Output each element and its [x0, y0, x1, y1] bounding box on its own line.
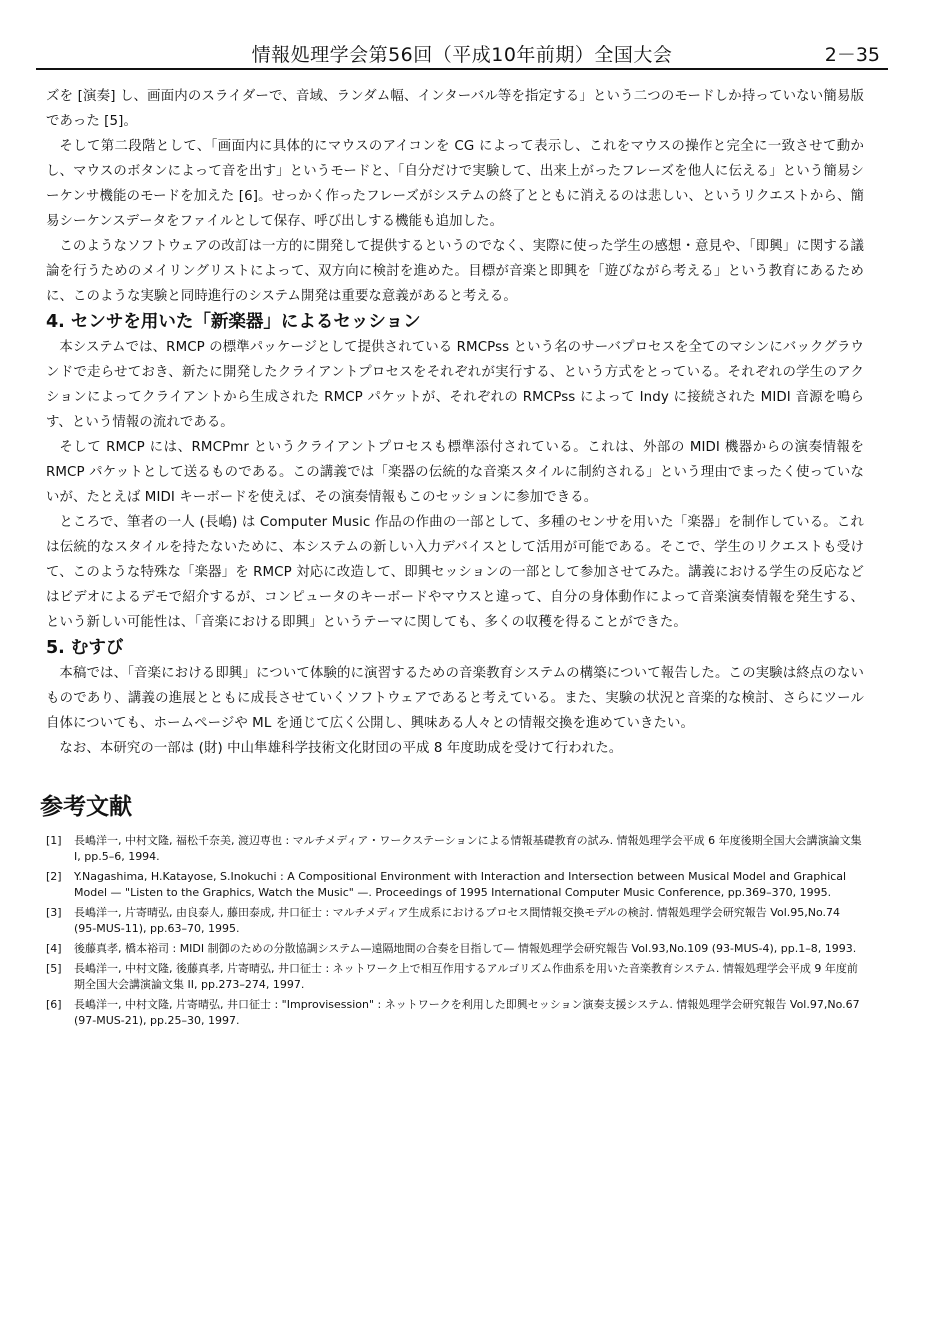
reference-item — [46, 941, 864, 957]
section-4-paragraph-2: そして RMCP には、RMCPmr というクライアントプロセスも標準添付されている。これは、外部の MIDI 機器からの演奏情報を RMCP パケットとして送るものである。この講義では「楽器の伝統的な音楽スタイルに制約される」という理由でまったく使っていないが、たとえば MIDI キーボードを使えば、その演奏情報もこのセッションに参加できる。 — [46, 440, 864, 505]
section-4-paragraph-1: 本システムでは、RMCP の標準パッケージとして提供されている RMCPss という名のサーバプロセスを全てのマシンにバックグラウンドで走らせておき、新たに開発したクライアントプロセスをそれぞれが実行する、という方式をとっている。それぞれの学生のアクションによってクライアントから生成された RMCP パケットが、それぞれの RMCPss によって Indy に接続された MIDI 音源を鳴らす、という情報の流れである。 — [46, 340, 864, 430]
references-heading: 参考文献 — [40, 794, 132, 820]
section-4-paragraph-3: ところで、筆者の一人 (長嶋) は Computer Music 作品の作曲の一部として、多種のセンサを用いた「楽器」を制作している。これは伝統的なスタイルを持たないために、本システムの新しい入力デバイスとして活用が可能である。そこで、学生のリクエストも受けて、このような特殊な「楽器」を RMCP 対応に改造して、即興セッションの一部として参加させてみた。講義における学生の反応などはビデオによるデモで紹介するが、コンピュータのキーボードやマウスと違って、自分の身体動作によって音楽演奏情報を発生する、という新しい可能性は、「音楽における即興」というテーマに関しても、多くの収穫を得ることができた。 — [46, 515, 864, 630]
reference-text: 長嶋洋一, 中村文隆, 福松千奈美, 渡辺専也 : マルチメディア・ワークステーションによる情報基礎教育の試み. 情報処理学会平成 6 年度後期全国大会講演論文集 I, pp.5–6, 1994. — [74, 834, 862, 863]
page-body — [40, 84, 864, 1033]
intro-paragraph-1: ズを [演奏] し、画面内のスライダーで、音域、ランダム幅、インターバル等を指定する」という二つのモードしか持っていない簡易版であった [5]。 — [46, 89, 864, 129]
conference-title: 情報処理学会第56回（平成10年前期）全国大会 — [251, 44, 673, 66]
section-4-heading: 4. センサを用いた「新楽器」によるセッション — [46, 312, 421, 332]
reference-number: [5] — [46, 962, 62, 975]
reference-list — [46, 833, 864, 1029]
section-5-heading: 5. むすび — [46, 638, 124, 658]
section-5-paragraph-2: なお、本研究の一部は (財) 中山隼雄科学技術文化財団の平成 8 年度助成を受けて行われた。 — [59, 741, 623, 756]
reference-item — [46, 997, 864, 1029]
reference-number: [4] — [46, 942, 62, 955]
reference-text: Y.Nagashima, H.Katayose, S.Inokuchi : A Compositional Environment with Interaction and Intersection between Musical Model and Graphical Model — "Listen to the Graphics, Watch the Music" —. Proceedings of 1995 International Computer Music Conference, pp.369–370, 1995. — [74, 870, 847, 899]
intro-paragraph-3: このようなソフトウェアの改訂は一方的に開発して提供するというのでなく、実際に使った学生の感想・意見や、「即興」に関する議論を行うためのメイリングリストによって、双方向に検討を進めた。目標が音楽と即興を「遊びながら考える」という教育にあるために、このような実験と同時進行のシステム開発は重要な意義があると考える。 — [46, 239, 864, 304]
reference-item — [46, 869, 864, 901]
reference-number: [6] — [46, 998, 62, 1011]
reference-text: 長嶋洋一, 中村文隆, 片寄晴弘, 井口征士 : "Improvisession" : ネットワークを利用した即興セッション演奏支援システム. 情報処理学会研究報告 Vol.97,No.67 (97-MUS-21), pp.25–30, 1997. — [74, 998, 860, 1027]
reference-item — [46, 833, 864, 865]
page-header — [36, 38, 888, 70]
reference-text: 長嶋洋一, 中村文隆, 後藤真孝, 片寄晴弘, 井口征士 : ネットワーク上で相互作用するアルゴリズム作曲系を用いた音楽教育システム. 情報処理学会平成 9 年度前期全国大会講演論文集 II, pp.273–274, 1997. — [74, 962, 858, 991]
reference-item — [46, 961, 864, 993]
reference-text: 長嶋洋一, 片寄晴弘, 由良泰人, 藤田泰成, 井口征士 : マルチメディア生成系におけるプロセス間情報交換モデルの検討. 情報処理学会研究報告 Vol.95,No.74 (95-MUS-11), pp.63–70, 1995. — [74, 906, 840, 935]
reference-number: [2] — [46, 870, 62, 883]
reference-item — [46, 905, 864, 937]
page-number: 2－35 — [824, 44, 880, 66]
intro-paragraph-2: そして第二段階として、「画面内に具体的にマウスのアイコンを CG によって表示し、これをマウスの操作と完全に一致させて動かし、マウスのボタンによって音を出す」というモードと、「自分だけで実験して、出来上がったフレーズを他人に伝える」という簡易シーケンサ機能のモードを加えた [6]。せっかく作ったフレーズがシステムの終了とともに消えるのは悲しい、というリクエストから、簡易シーケンスデータをファイルとして保存、呼び出しする機能も追加した。 — [46, 139, 864, 229]
reference-number: [3] — [46, 906, 62, 919]
reference-text: 後藤真孝, 橋本裕司 : MIDI 制御のための分散協調システム—遠隔地間の合奏を目指して— 情報処理学会研究報告 Vol.93,No.109 (93-MUS-4), pp.1–8, 1993. — [74, 942, 857, 955]
section-5-paragraph-1: 本稿では、「音楽における即興」について体験的に演習するための音楽教育システムの構築について報告した。この実験は終点のないものであり、講義の進展とともに成長させていくソフトウェアであると考えている。また、実験の状況と音楽的な検討、さらにツール自体についても、ホームページや ML を通じて広く公開し、興味ある人々との情報交換を進めていきたい。 — [46, 666, 864, 731]
reference-number: [1] — [46, 834, 62, 847]
